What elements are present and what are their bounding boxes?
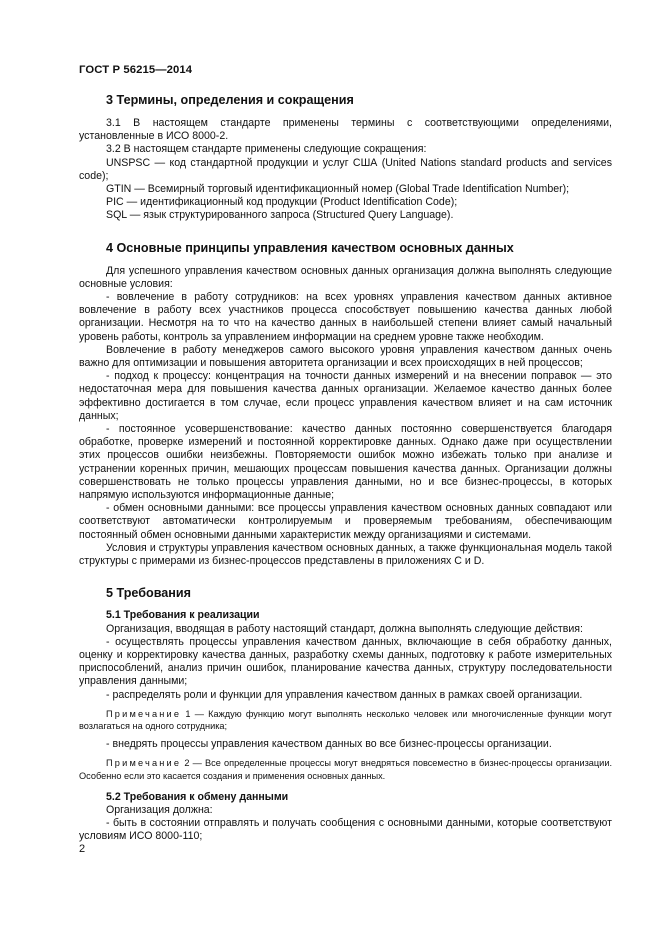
section-4-closing: Условия и структуры управления качеством основных данных, а также функциональная модель такой структуры с примерами из бизнес-процессов представлены в приложениях С и D. (79, 541, 612, 568)
document-body (79, 92, 612, 844)
section-5-1-intro: Организация, вводящая в работу настоящий стандарт, должна выполнять следующие действия: (106, 622, 583, 635)
standard-header: ГОСТ Р 56215—2014 (79, 64, 193, 76)
section-4-title: 4 Основные принципы управления качеством основных данных (106, 240, 514, 255)
paragraph-3-2: 3.2 В настоящем стандарте применены следующие сокращения: (106, 143, 427, 156)
abbr-unspsc: UNSPSC — код стандартной продукции и услуг США (United Nations standard products and services code); (79, 156, 612, 182)
section-5-1-item-2: - распределять роли и функции для управления качеством данных в рамках своей организации. (106, 688, 583, 701)
section-5-2-item-1: - быть в состоянии отправлять и получать сообщения с основными данными, которые соответствуют условиям ИСО 8000-110; (79, 817, 612, 843)
section-5-2-intro: Организация должна: (106, 803, 213, 816)
note-1 (79, 708, 612, 732)
note-2-text: 2 — Все определенные процессы могут внедряться повсеместно в бизнес-процессы организации. Особенно если это касается создания и применения основных данных. (79, 758, 612, 781)
note-1-label: Примечание (106, 708, 182, 719)
section-5-1-item-1: - осуществлять процессы управления качеством данных, включающие в себя обработку данных, оценку и корректировку качества данных, разработку схемы данных, подготовку к работе измерительных приспособлений, анализ причин ошибок, планирование качества данных, структуру последовательности управления данными; (79, 635, 612, 688)
section-5-title: 5 Требования (106, 586, 191, 601)
section-5-1-title: 5.1 Требования к реализации (106, 609, 260, 622)
section-5-1-item-3: - внедрять процессы управления качеством данных во все бизнес-процессы организации. (106, 738, 552, 751)
abbr-pic: PIC — идентификационный код продукции (Product Identification Code); (106, 196, 458, 209)
section-3-title: 3 Термины, определения и сокращения (106, 93, 354, 107)
section-4-intro: Для успешного управления качеством основных данных организация должна выполнять следующие основные условия: (79, 264, 612, 290)
note-1-text: 1 — Каждую функцию могут выполнять несколько человек или многочисленные функции могут возлагаться на одного сотрудника; (79, 708, 612, 731)
section-4-item-2: - подход к процессу: концентрация на точности данных измерений и на внесении поправок — это недостаточная мера для повышения качества данных организации. Желаемое качество данных более эффективно достигается в том случае, если процесс управления качеством влияет и на сам источник данных; (79, 370, 612, 422)
abbr-sql: SQL — язык структурированного запроса (Structured Query Language). (106, 209, 454, 222)
section-4-item-1: - вовлечение в работу сотрудников: на всех уровнях управления качеством данных активное вовлечение в работу всех участников процесса способствует повышению качества данных любой организации. Несмотря на то что на качество данных в наибольшей степени влияет самый начальный уровень работы, контроль за управлением информации на среднем уровне также необходим. (79, 291, 612, 343)
section-4-item-1b: Вовлечение в работу менеджеров самого высокого уровня управления качеством данных очень важно для оптимизации и повышения авторитета организации и всех происходящих в ней процессов; (79, 343, 612, 370)
note-2 (79, 757, 612, 781)
page-number: 2 (79, 843, 86, 855)
paragraph-3-1: 3.1 В настоящем стандарте применены термины с соответствующими определениями, установленные в ИСО 8000-2. (79, 117, 612, 143)
note-2-label: Примечание (106, 758, 182, 769)
section-4-item-4: - обмен основными данными: все процессы управления качеством основных данных совпадают или соответствуют автоматически контролируемым и проверяемым требованиям, обеспечивающим постоянный обмен основными данными характеристик между организациями и системами. (79, 502, 612, 541)
abbr-gtin: GTIN — Всемирный торговый идентификационный номер (Global Trade Identification Number); (106, 183, 570, 196)
section-4-item-3: - постоянное усовершенствование: качество данных постоянно совершенствуется благодаря обработке, проверке измерений и постоянной корректировке данных. Однако даже при осуществлении этих процессов ошибки неизбежны. Повторяемости ошибок можно избежать только при анализе и устранении коренных причин, мешающих процессам повышения качества данных. Организации должны совершенствовать не только процессы управления данными, но и все бизнес-процессы, в которых напрямую используются информационные данные; (79, 423, 612, 502)
section-5-2-title: 5.2 Требования к обмену данными (106, 790, 289, 803)
